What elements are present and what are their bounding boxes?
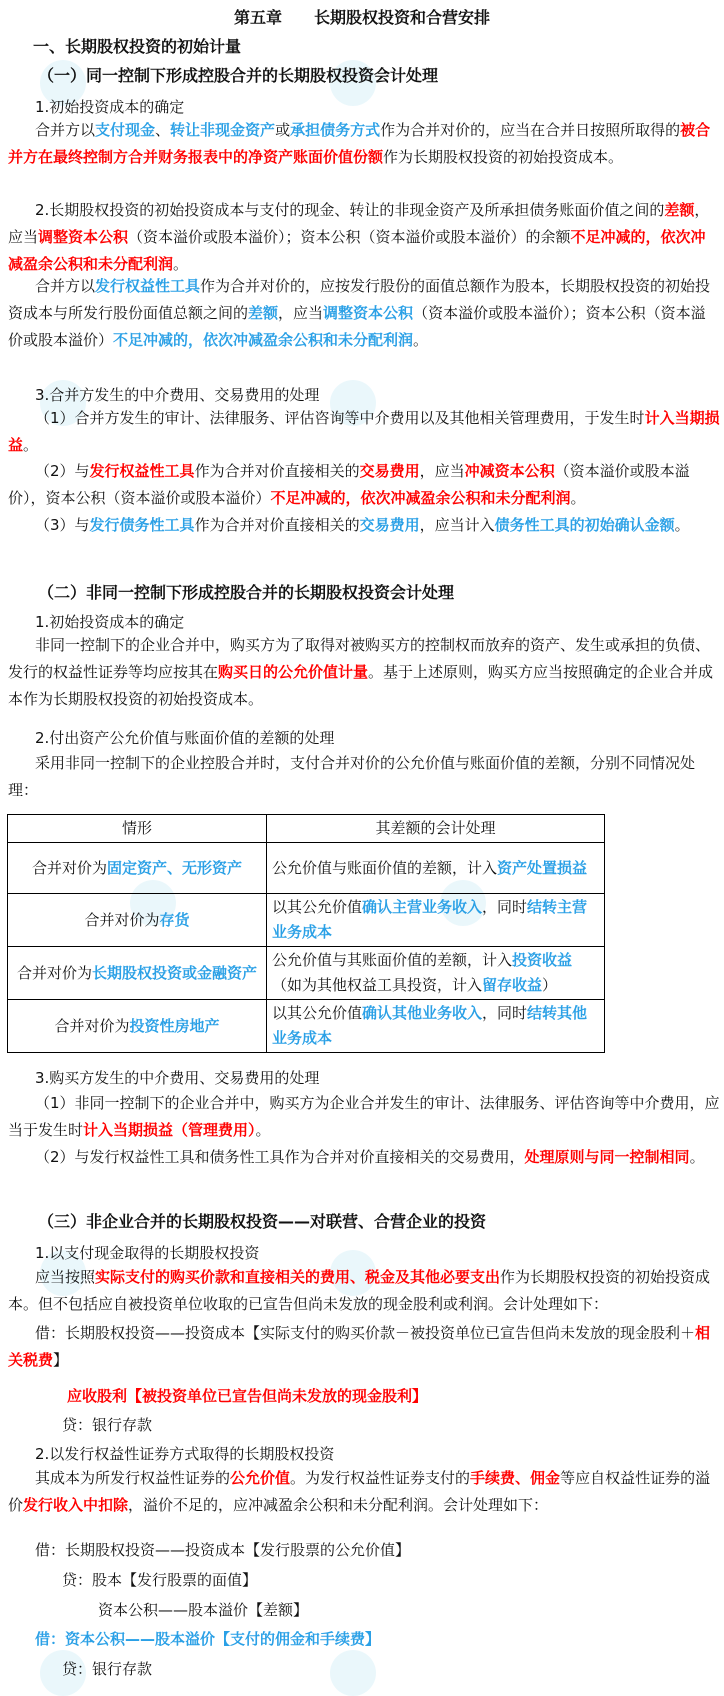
item-heading: 1.初始投资成本的确定 [35,613,185,631]
paragraph: 应当按照实际支付的购买价款和直接相关的费用、税金及其他必要支出作为长期股权投资的初始投资成本。但不包括应自被投资单位收取的已宣告但尚未发放的现金股利或利润。会计处理如下： [8,1268,711,1313]
item-heading: 3.合并方发生的中介费用、交易费用的处理 [35,386,320,404]
paragraph: 2.长期股权投资的初始投资成本与支付的现金、转让的非现金资产及所承担债务账面价值之间的差额，应当调整资本公积（资本溢价或股本溢价）；资本公积（资本溢价或股本溢价）的余额不足冲减的，依次冲减盈余公积和未分配利润。 [8,201,710,273]
table-header: 情形 [8,815,267,843]
paragraph: （2）与发行权益性工具和债务性工具作为合并对价直接相关的交易费用，处理原则与同一控制相同。 [35,1148,705,1166]
journal-entry: 贷：银行存款 [62,1416,153,1434]
journal-entry: 借：长期股权投资——投资成本【实际支付的购买价款－被投资单位已宣告但尚未发放的现金股利＋相关税费】 [8,1324,711,1369]
paragraph: 合并方以发行权益性工具作为合并对价的，应按发行股份的面值总额作为股本，长期股权投资的初始投资成本与所发行股份面值总额之间的差额，应当调整资本公积（资本溢价或股本溢价）；资本公积（资本溢价或股本溢价）不足冲减的，依次冲减盈余公积和未分配利润。 [8,277,711,349]
page-title: 第五章 长期股权投资和合营安排 [233,8,490,27]
paragraph: （1）合并方发生的审计、法律服务、评估咨询等中介费用以及其他相关管理费用，于发生时计入当期损益。 [8,409,720,454]
journal-entry: 借：资本公积——股本溢价【支付的佣金和手续费】 [35,1630,381,1648]
item-heading: 1.以支付现金取得的长期股权投资 [35,1244,260,1262]
table-row: 合并对价为固定资产、无形资产 公允价值与账面价值的差额，计入资产处置损益 [8,843,605,894]
subsection-heading: （二）非同一控制下形成控股合并的长期股权投资会计处理 [38,583,455,602]
subsection-heading: （一）同一控制下形成控股合并的长期股权投资会计处理 [38,66,439,85]
journal-entry: 借：长期股权投资——投资成本【发行股票的公允价值】 [35,1541,411,1559]
paragraph: 合并方以支付现金、转让非现金资产或承担债务方式作为合并对价的，应当在合并日按照所取得的被合并方在最终控制方合并财务报表中的净资产账面价值份额作为长期股权投资的初始投资成本。 [8,121,711,166]
section-heading: 一、长期股权投资的初始计量 [33,37,242,56]
paragraph: 其成本为所发行权益性证券的公允价值。为发行权益性证券支付的手续费、佣金等应自权益性证券的溢价发行收入中扣除，溢价不足的，应冲减盈余公积和未分配利润。会计处理如下： [8,1469,711,1514]
watermark-logo [330,1650,376,1696]
table-row: 合并对价为长期股权投资或金融资产 公允价值与其账面价值的差额，计入投资收益（如为其他权益工具投资，计入留存收益） [8,947,605,1000]
journal-entry: 贷：股本【发行股票的面值】 [62,1571,258,1589]
subsection-heading: （三）非企业合并的长期股权投资——对联营、合营企业的投资 [38,1212,487,1231]
table-header: 其差额的会计处理 [267,815,605,843]
paragraph: 采用非同一控制下的企业控股合并时，支付合并对价的公允价值与账面价值的差额，分别不同情况处理： [8,754,696,799]
journal-entry: 贷：银行存款 [62,1660,153,1678]
journal-entry: 资本公积——股本溢价【差额】 [98,1601,309,1619]
paragraph: （1）非同一控制下的企业合并中，购买方为企业合并发生的审计、法律服务、评估咨询等中介费用，应当于发生时计入当期损益（管理费用）。 [8,1094,720,1139]
journal-entry: 应收股利【被投资单位已宣告但尚未发放的现金股利】 [67,1387,428,1405]
table-row: 合并对价为存货 以其公允价值确认主营业务收入，同时结转主营业务成本 [8,894,605,947]
item-heading: 2.付出资产公允价值与账面价值的差额的处理 [35,729,335,747]
item-heading: 3.购买方发生的中介费用、交易费用的处理 [35,1069,320,1087]
paragraph: 非同一控制下的企业合并中，购买方为了取得对被购买方的控制权而放弃的资产、发生或承担的负债、发行的权益性证券等均应按其在购买日的公允价值计量。基于上述原则，购买方应当按照确定的企业合并成本作为长期股权投资的初始投资成本。 [8,636,714,708]
table-row: 合并对价为投资性房地产 以其公允价值确认其他业务收入，同时结转其他业务成本 [8,1000,605,1053]
paragraph: （2）与发行权益性工具作为合并对价直接相关的交易费用，应当冲减资本公积（资本溢价或股本溢价），资本公积（资本溢价或股本溢价）不足冲减的，依次冲减盈余公积和未分配利润。 [8,462,690,507]
difference-treatment-table [7,814,605,1053]
item-heading: 2.以发行权益性证券方式取得的长期股权投资 [35,1445,335,1463]
paragraph: （3）与发行债务性工具作为合并对价直接相关的交易费用，应当计入债务性工具的初始确认金额。 [35,516,690,534]
item-heading: 1.初始投资成本的确定 [35,98,185,116]
